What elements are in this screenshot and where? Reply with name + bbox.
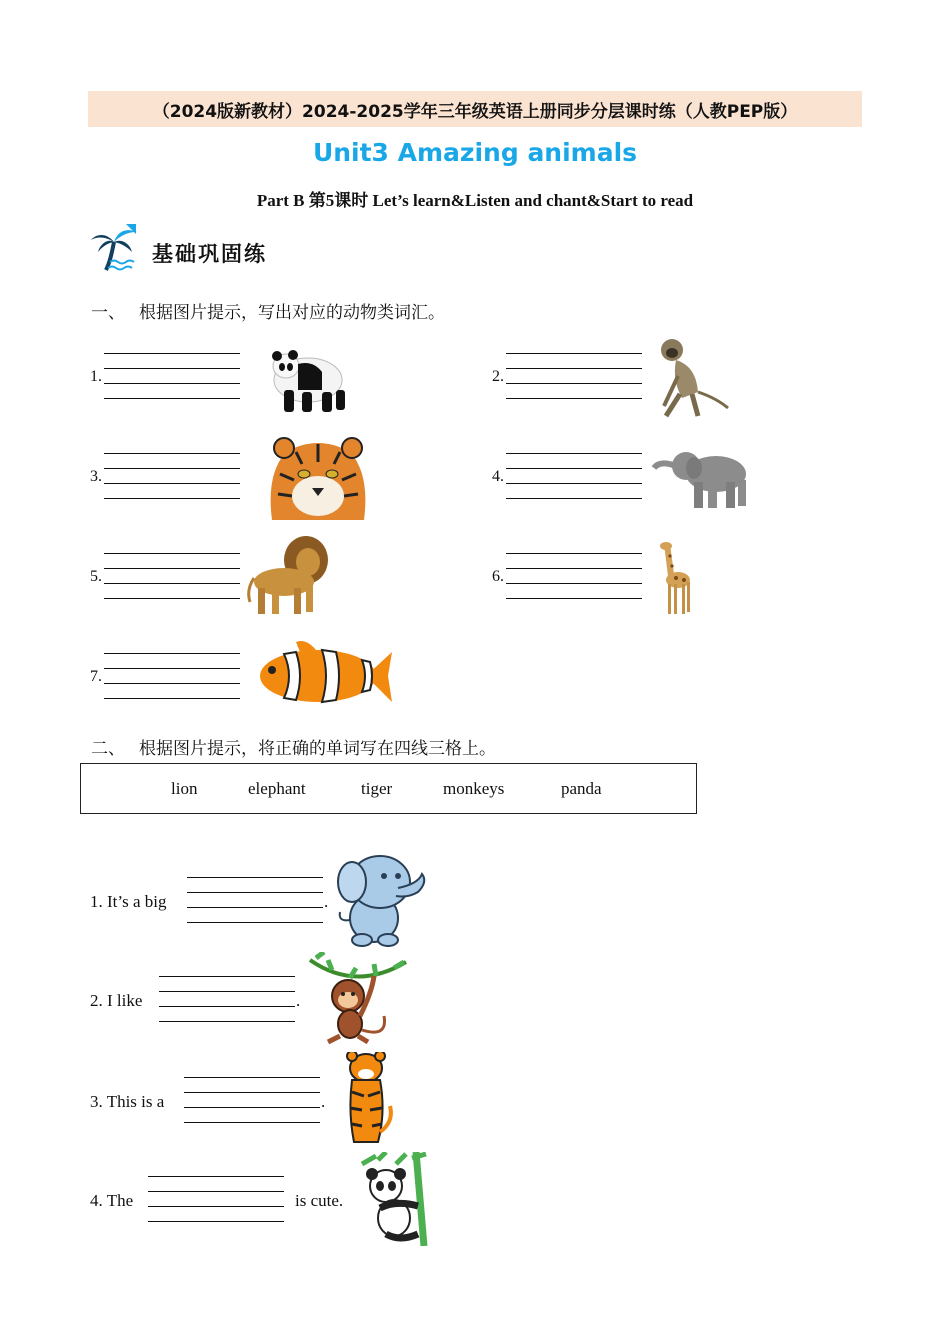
writing-lines[interactable]: [104, 453, 240, 499]
writing-lines[interactable]: [506, 553, 642, 599]
q2-title: 根据图片提示，将正确的单词写在四线三格上。: [139, 739, 496, 759]
word-bank-item: lion: [171, 779, 198, 798]
part-title: Part B 第5课时 Let’s learn&Listen and chant&Start to read: [256, 191, 694, 210]
q1-item-number: 5.: [90, 568, 102, 585]
writing-lines[interactable]: [104, 353, 240, 399]
cartoon-elephant-picture: [334, 852, 432, 948]
cartoon-tiger-picture: [338, 1052, 396, 1146]
word-bank-item: monkeys: [443, 779, 505, 798]
q1-item-number: 4.: [492, 468, 504, 485]
writing-lines[interactable]: [148, 1176, 284, 1222]
q1-item-number: 3.: [90, 468, 102, 485]
giraffe-picture: [656, 540, 696, 616]
sentence-suffix: is cute.: [295, 1191, 344, 1210]
sentence-prefix: 3. This is a: [90, 1092, 165, 1111]
writing-lines[interactable]: [104, 653, 240, 699]
writing-lines[interactable]: [506, 453, 642, 499]
word-bank-item: elephant: [248, 779, 306, 798]
sentence-suffix: .: [296, 991, 301, 1010]
monkey-picture: [652, 336, 730, 420]
writing-lines[interactable]: [159, 976, 295, 1022]
writing-lines[interactable]: [184, 1077, 320, 1123]
sentence-prefix: 1. It’s a big: [90, 892, 167, 911]
sentence-suffix: .: [324, 892, 329, 911]
word-bank-item: tiger: [361, 779, 393, 798]
writing-lines[interactable]: [104, 553, 240, 599]
tiger-picture: [266, 434, 370, 520]
sentence-suffix: .: [321, 1092, 326, 1111]
lion-picture: [246, 534, 332, 618]
palm-tree-icon: [88, 222, 140, 272]
section-label: 基础巩固练: [152, 242, 267, 266]
q1-item-number: 1.: [90, 368, 102, 385]
q2-number: 二、: [91, 739, 125, 759]
writing-lines[interactable]: [187, 877, 323, 923]
header-banner: [88, 91, 862, 127]
word-bank-item: panda: [561, 779, 602, 798]
writing-lines[interactable]: [506, 353, 642, 399]
word-bank: [80, 763, 697, 814]
q1-item-number: 7.: [90, 668, 102, 685]
q1-item-number: 6.: [492, 568, 504, 585]
unit-title: Unit3 Amazing animals: [312, 138, 638, 167]
sentence-prefix: 2. I like: [90, 991, 143, 1010]
elephant-picture: [650, 446, 752, 510]
cartoon-panda-picture: [356, 1152, 432, 1246]
clownfish-picture: [256, 638, 394, 710]
q1-title: 根据图片提示，写出对应的动物类词汇。: [139, 303, 445, 323]
q2-heading: [91, 734, 496, 759]
q1-number: 一、: [91, 303, 125, 323]
cartoon-monkey-picture: [306, 952, 410, 1046]
document-title: （2024版新教材）2024-2025学年三年级英语上册同步分层课时练（人教PEP版）: [152, 101, 798, 122]
q1-heading: [91, 298, 445, 323]
q1-item-number: 2.: [492, 368, 504, 385]
sentence-prefix: 4. The: [90, 1191, 134, 1210]
panda-picture: [258, 342, 354, 414]
